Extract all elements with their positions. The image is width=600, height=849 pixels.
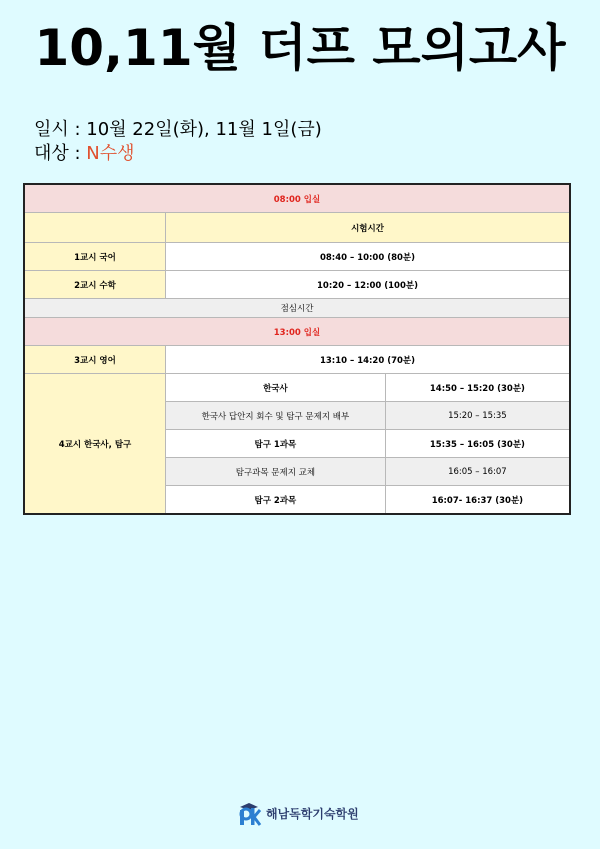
- pk-logo-icon: [236, 801, 262, 827]
- table-row: [24, 346, 570, 374]
- sub-label-cell: 한국사: [166, 374, 386, 402]
- period4-name-cell: 4교시 한국사, 탐구: [24, 374, 166, 515]
- sub-time-cell: 14:50 – 15:20 (30분): [385, 374, 570, 402]
- sub-time-cell: 15:35 – 16:05 (30분): [385, 430, 570, 458]
- table-row: [24, 243, 570, 271]
- period3-time-cell: 13:10 – 14:20 (70분): [166, 346, 571, 374]
- sub-time-cell: 15:20 – 15:35: [385, 402, 570, 430]
- sub-time-cell: 16:07- 16:37 (30분): [385, 486, 570, 515]
- period3-name-cell: 3교시 영어: [24, 346, 166, 374]
- header-time-cell: 시험시간: [166, 213, 571, 243]
- morning-entry-cell: 08:00 입실: [24, 184, 570, 213]
- table-row: [24, 318, 570, 346]
- academy-logo: [236, 800, 359, 828]
- exam-date-label: 일시 :: [34, 119, 87, 140]
- afternoon-entry-cell: 13:00 입실: [24, 318, 570, 346]
- exam-target-value: N수생: [86, 143, 135, 164]
- period2-name-cell: 2교시 수학: [24, 271, 166, 299]
- table-row: [24, 271, 570, 299]
- exam-target-label: 대상 :: [34, 143, 87, 164]
- table-row: [24, 213, 570, 243]
- sub-label-cell: 탐구 1과목: [166, 430, 386, 458]
- exam-date-value: 10월 22일(화), 11월 1일(금): [86, 119, 322, 140]
- period2-time-cell: 10:20 – 12:00 (100분): [166, 271, 571, 299]
- period1-name-cell: 1교시 국어: [24, 243, 166, 271]
- sub-label-cell: 한국사 답안지 회수 및 탐구 문제지 배부: [166, 402, 386, 430]
- table-row: [24, 299, 570, 318]
- period1-time-cell: 08:40 – 10:00 (80분): [166, 243, 571, 271]
- lunch-cell: 점심시간: [24, 299, 570, 318]
- table-row: [24, 184, 570, 213]
- exam-info: [34, 118, 322, 166]
- table-row: [24, 374, 570, 402]
- logo-name: 해남독학기숙학원: [266, 807, 359, 821]
- sub-time-cell: 16:05 – 16:07: [385, 458, 570, 486]
- logo-text-block: [266, 807, 359, 821]
- header-blank-cell: [24, 213, 166, 243]
- exam-target-line: [34, 142, 322, 166]
- schedule-table: [23, 183, 571, 515]
- sub-label-cell: 탐구 2과목: [166, 486, 386, 515]
- exam-date-line: [34, 118, 322, 142]
- page-title: 10,11월 더프 모의고사: [34, 19, 566, 77]
- sub-label-cell: 탐구과목 문제지 교체: [166, 458, 386, 486]
